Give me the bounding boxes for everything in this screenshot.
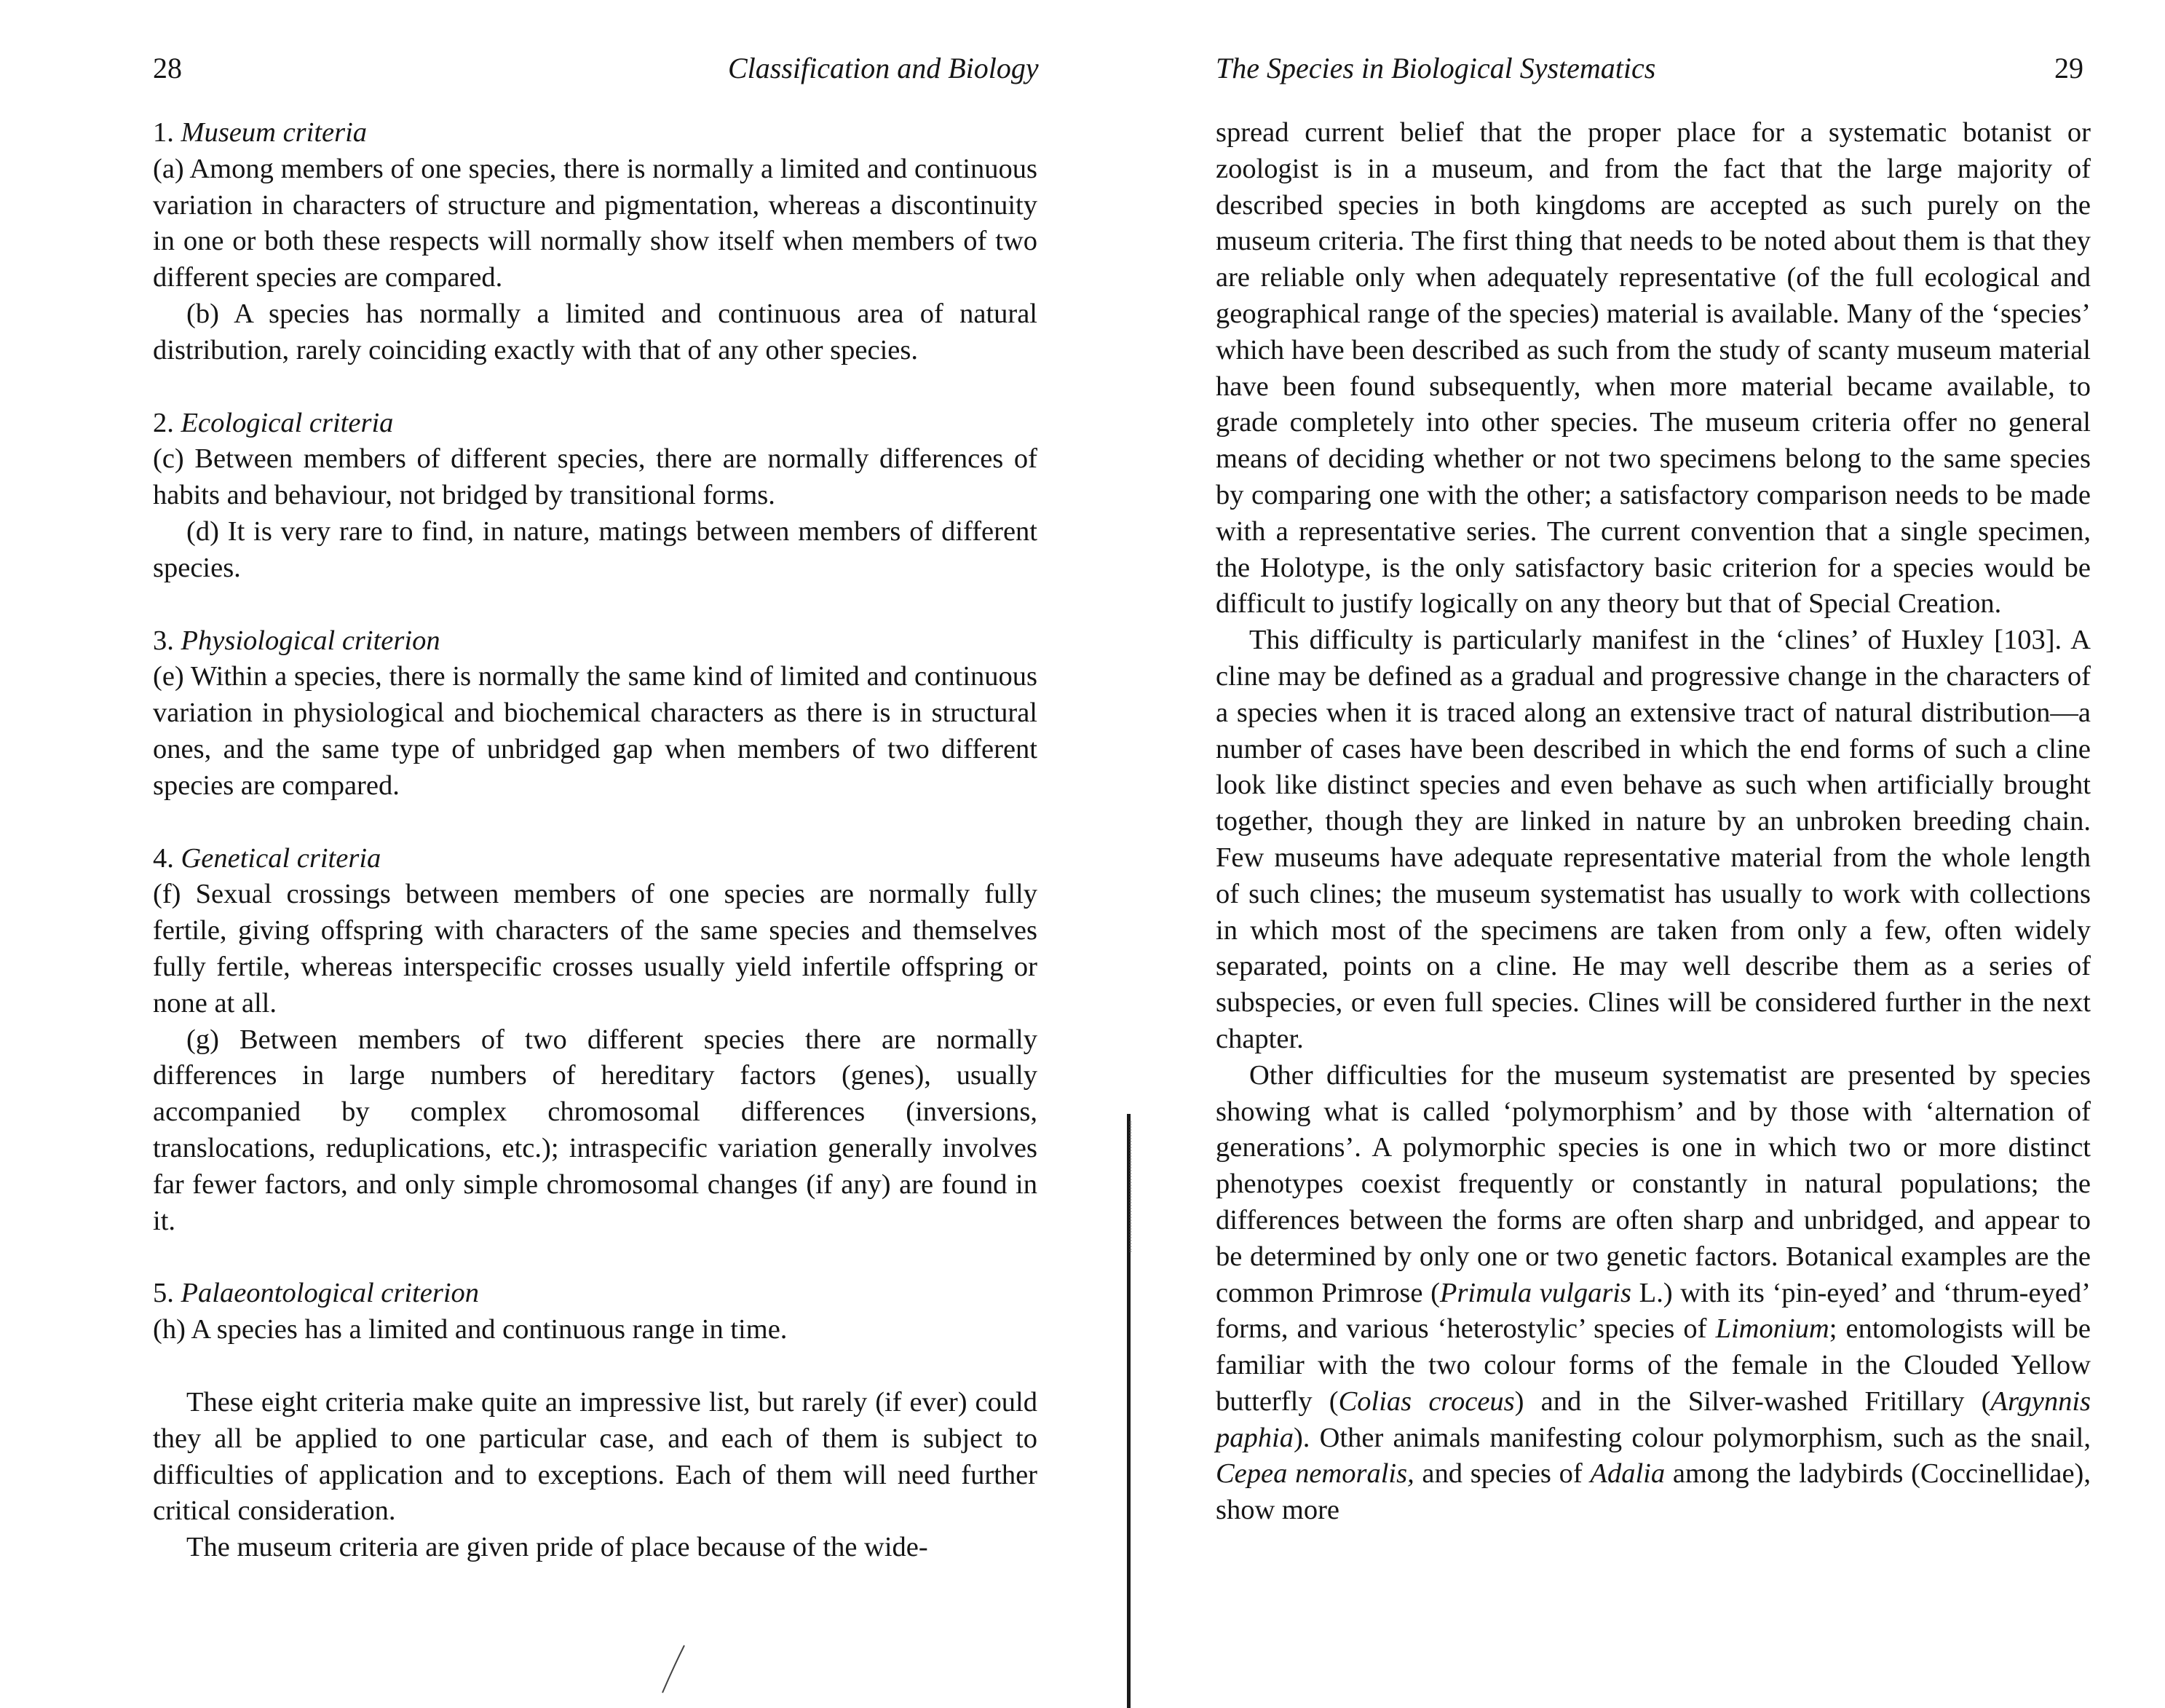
paragraph-clines: This difficulty is particularly manifest in the ‘clines’ of Huxley [103]. A cline may be defined as a gradual and progressive change in the characters of a species when it is traced along an extensive tract of natural distribution—a number of cases have been described in which the end forms of such a cline look like distinct species and even behave as such when artificially brought together, though they are linked in nature by an unbroken breeding chain. Few museums have adequate representative material from the whole length of such clines; the museum systematist has usually to work with collections in which most of the specimens are taken from only a few, often widely separated, points on a cline. He may well describe them as a series of subspecies, or even full species. Clines will be considered further in the next chapter. [1216,625,2091,1054]
criterion-g: (g) Between members of two different species there are normally differences in large numbers of hereditary factors (genes), usually accompanied by complex chromosomal differences (inversions, translocations, reduplications, etc.); intraspecific variation generally involves far fewer factors, and only simple chromosomal changes (if any) are found in it. [153,1024,1037,1236]
criterion-f: (f) Sexual crossings between members of one species are normally fully fertile, giving offspring with characters of the same species and themselves fully fertile, whereas interspecific crosses usually yield infertile offspring or none at all. [153,879,1037,1019]
left-folio: 28 [153,52,182,84]
section-physiological [153,623,1037,804]
pen-mark [641,1638,699,1704]
left-page [0,0,1077,1708]
right-running-head: The Species in Biological Systematics [1216,52,1656,84]
right-page [1136,0,2165,1708]
closing-continuation: The museum criteria are given pride of place because of the wide- [186,1532,928,1563]
criterion-b: (b) A species has normally a limited and continuous area of natural distribution, rarely coinciding exactly with that of any other species. [153,298,1037,365]
section-palaeontological [153,1276,1037,1348]
section-museum [153,115,1037,369]
section-ecological [153,406,1037,587]
gutter-dots [1130,1121,1133,1252]
right-body [1216,115,2091,1529]
section-genetical [153,841,1037,1240]
paragraph-polymorphism: Other difficulties for the museum systematist are presented by species showing what is called ‘polymorphism’ and by those with ‘alternation of generations’. A polymorphic species is one in which two or more distinct phenotypes coexist frequently or constantly in natural populations; the differences between the forms are often sharp and unbridged, and appear to be determined by only one or two genetic factors. Botanical examples are the common Primrose (Primula vulgaris L.) with its ‘pin-eyed’ and ‘thrum-eyed’ forms, and various ‘heterostylic’ species of Limonium; entomologists will be familiar with the two colour forms of the female in the Clouded Yellow butterfly (Colias croceus) and in the Silver-washed Fritillary (Argynnis paphia). Other animals manifesting colour polymorphism, such as the snail, Cepea nemoralis, and species of Adalia among the ladybirds (Coccinellidae), show more [1216,1059,2091,1526]
section-heading: 4. Genetical criteria [153,842,381,874]
closing-paragraph: These eight criteria make quite an impressive list, but rarely (if ever) could they all be applied to one particular case, and each of them is subject to difficulties of application and to exceptions. Each of them will need further critical consideration. [153,1386,1037,1527]
criterion-a: (a) Among members of one species, there is normally a limited and continuous variation in characters of structure and pigmentation, whereas a discontinuity in one or both these respects will normally show itself when members of two different species are compared. [153,153,1037,293]
section-heading: 2. Ecological criteria [153,407,394,438]
criterion-c: (c) Between members of different species, there are normally differences of habits and behaviour, not bridged by transitional forms. [153,443,1037,511]
left-running-head: Classification and Biology [728,52,1039,84]
section-heading: 3. Physiological criterion [153,625,440,656]
left-body [153,115,1037,1566]
criterion-e: (e) Within a species, there is normally the same kind of limited and continuous variation in physiological and biochemical characters as there is in structural ones, and the same type of unbridged gap when members of two different species are compared. [153,661,1037,801]
right-folio: 29 [2054,52,2083,84]
section-heading: 5. Palaeontological criterion [153,1278,480,1309]
paragraph-museum-belief: spread current belief that the proper place for a systematic botanist or zoologist is in a museum, and from the fact that the large majority of described species in both kingdoms are accepted as such purely on the museum criteria. The first thing that needs to be noted about them is that they are reliable only when adequately representative (of the full ecological and geographical range of the species) material is available. Many of the ‘species’ which have been described as such from the study of scanty museum material have been found subsequently, when more material became available, to grade completely into other species. The museum criteria offer no general means of deciding whether or not two specimens belong to the same species by comparing one with the other; a satisfactory comparison needs to be made with a representative series. The current convention that a single specimen, the Holotype, is the only satisfactory basic criterion for a species would be difficult to justify logically on any theory but that of Special Creation. [1216,117,2091,620]
criterion-h: (h) A species has a limited and continuous range in time. [153,1314,788,1345]
criterion-d: (d) It is very rare to find, in nature, matings between members of different species. [153,515,1037,583]
section-heading: 1. Museum criteria [153,117,368,148]
closing-text [153,1385,1037,1566]
